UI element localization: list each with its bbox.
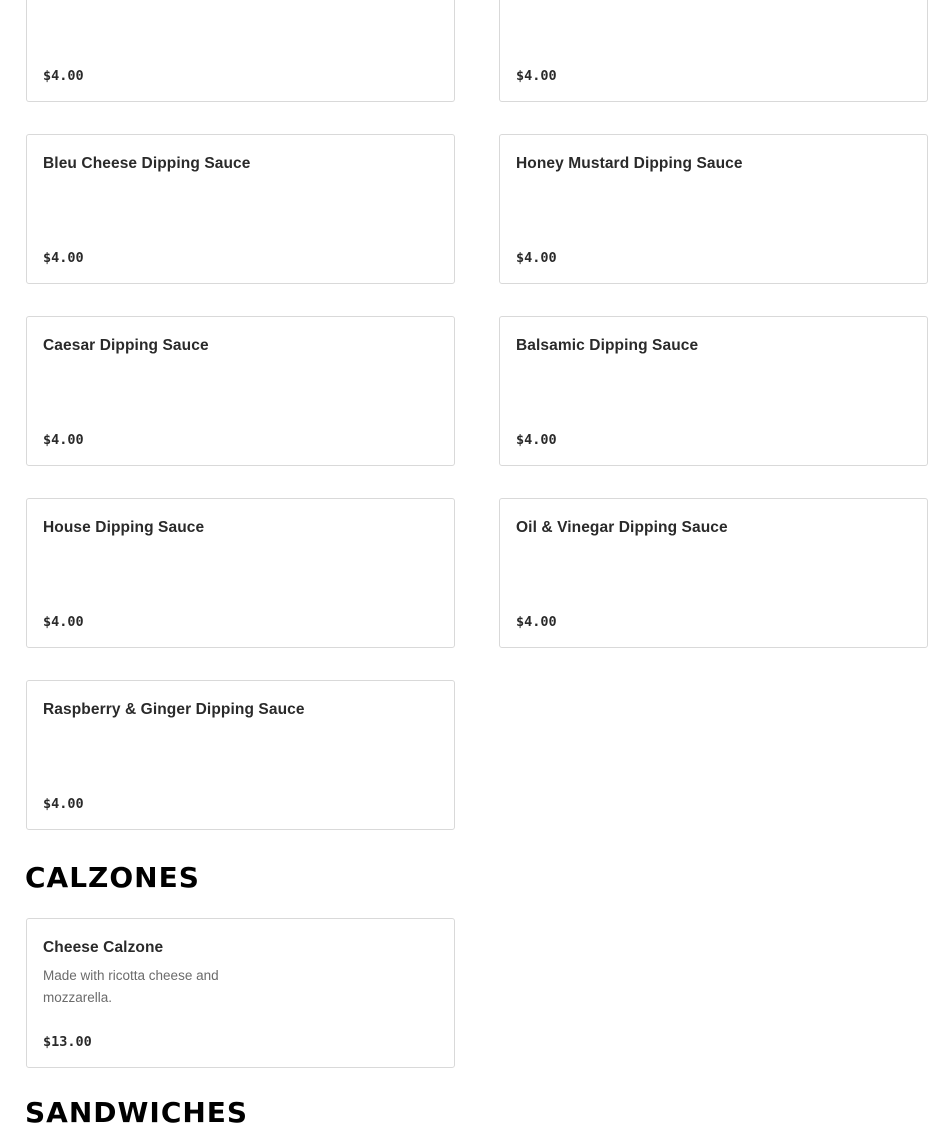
section-title-calzones: CALZONES [25, 861, 200, 894]
item-price: $4.00 [43, 432, 84, 448]
item-price: $13.00 [43, 1034, 92, 1050]
menu-item-card[interactable] [499, 498, 928, 648]
menu-item-card[interactable] [26, 680, 455, 830]
menu-item-card[interactable] [499, 134, 928, 284]
item-price: $4.00 [43, 796, 84, 812]
item-price: $4.00 [43, 250, 84, 266]
item-name: Caesar Dipping Sauce [43, 337, 209, 354]
item-price: $4.00 [43, 614, 84, 630]
item-name: Bleu Cheese Dipping Sauce [43, 155, 251, 172]
menu-item-card[interactable] [26, 918, 455, 1068]
item-price: $4.00 [516, 614, 557, 630]
item-name: Balsamic Dipping Sauce [516, 337, 699, 354]
menu-item-card[interactable] [499, 316, 928, 466]
item-name: Raspberry & Ginger Dipping Sauce [43, 701, 305, 718]
item-name: Oil & Vinegar Dipping Sauce [516, 519, 728, 536]
menu-item-card[interactable] [26, 134, 455, 284]
item-name: House Dipping Sauce [43, 519, 205, 536]
section-title-sandwiches: SANDWICHES [25, 1096, 249, 1129]
item-price: $4.00 [516, 432, 557, 448]
menu-item-card[interactable] [499, 0, 928, 102]
menu-item-card[interactable] [26, 316, 455, 466]
item-price: $4.00 [516, 250, 557, 266]
item-price: $4.00 [43, 68, 84, 84]
item-price: $4.00 [516, 68, 557, 84]
item-name: Cheese Calzone [43, 939, 164, 956]
item-description: Made with ricotta cheese and mozzarella. [43, 968, 219, 1005]
item-name: Honey Mustard Dipping Sauce [516, 155, 743, 172]
menu-item-card[interactable] [26, 0, 455, 102]
menu-item-card[interactable] [26, 498, 455, 648]
